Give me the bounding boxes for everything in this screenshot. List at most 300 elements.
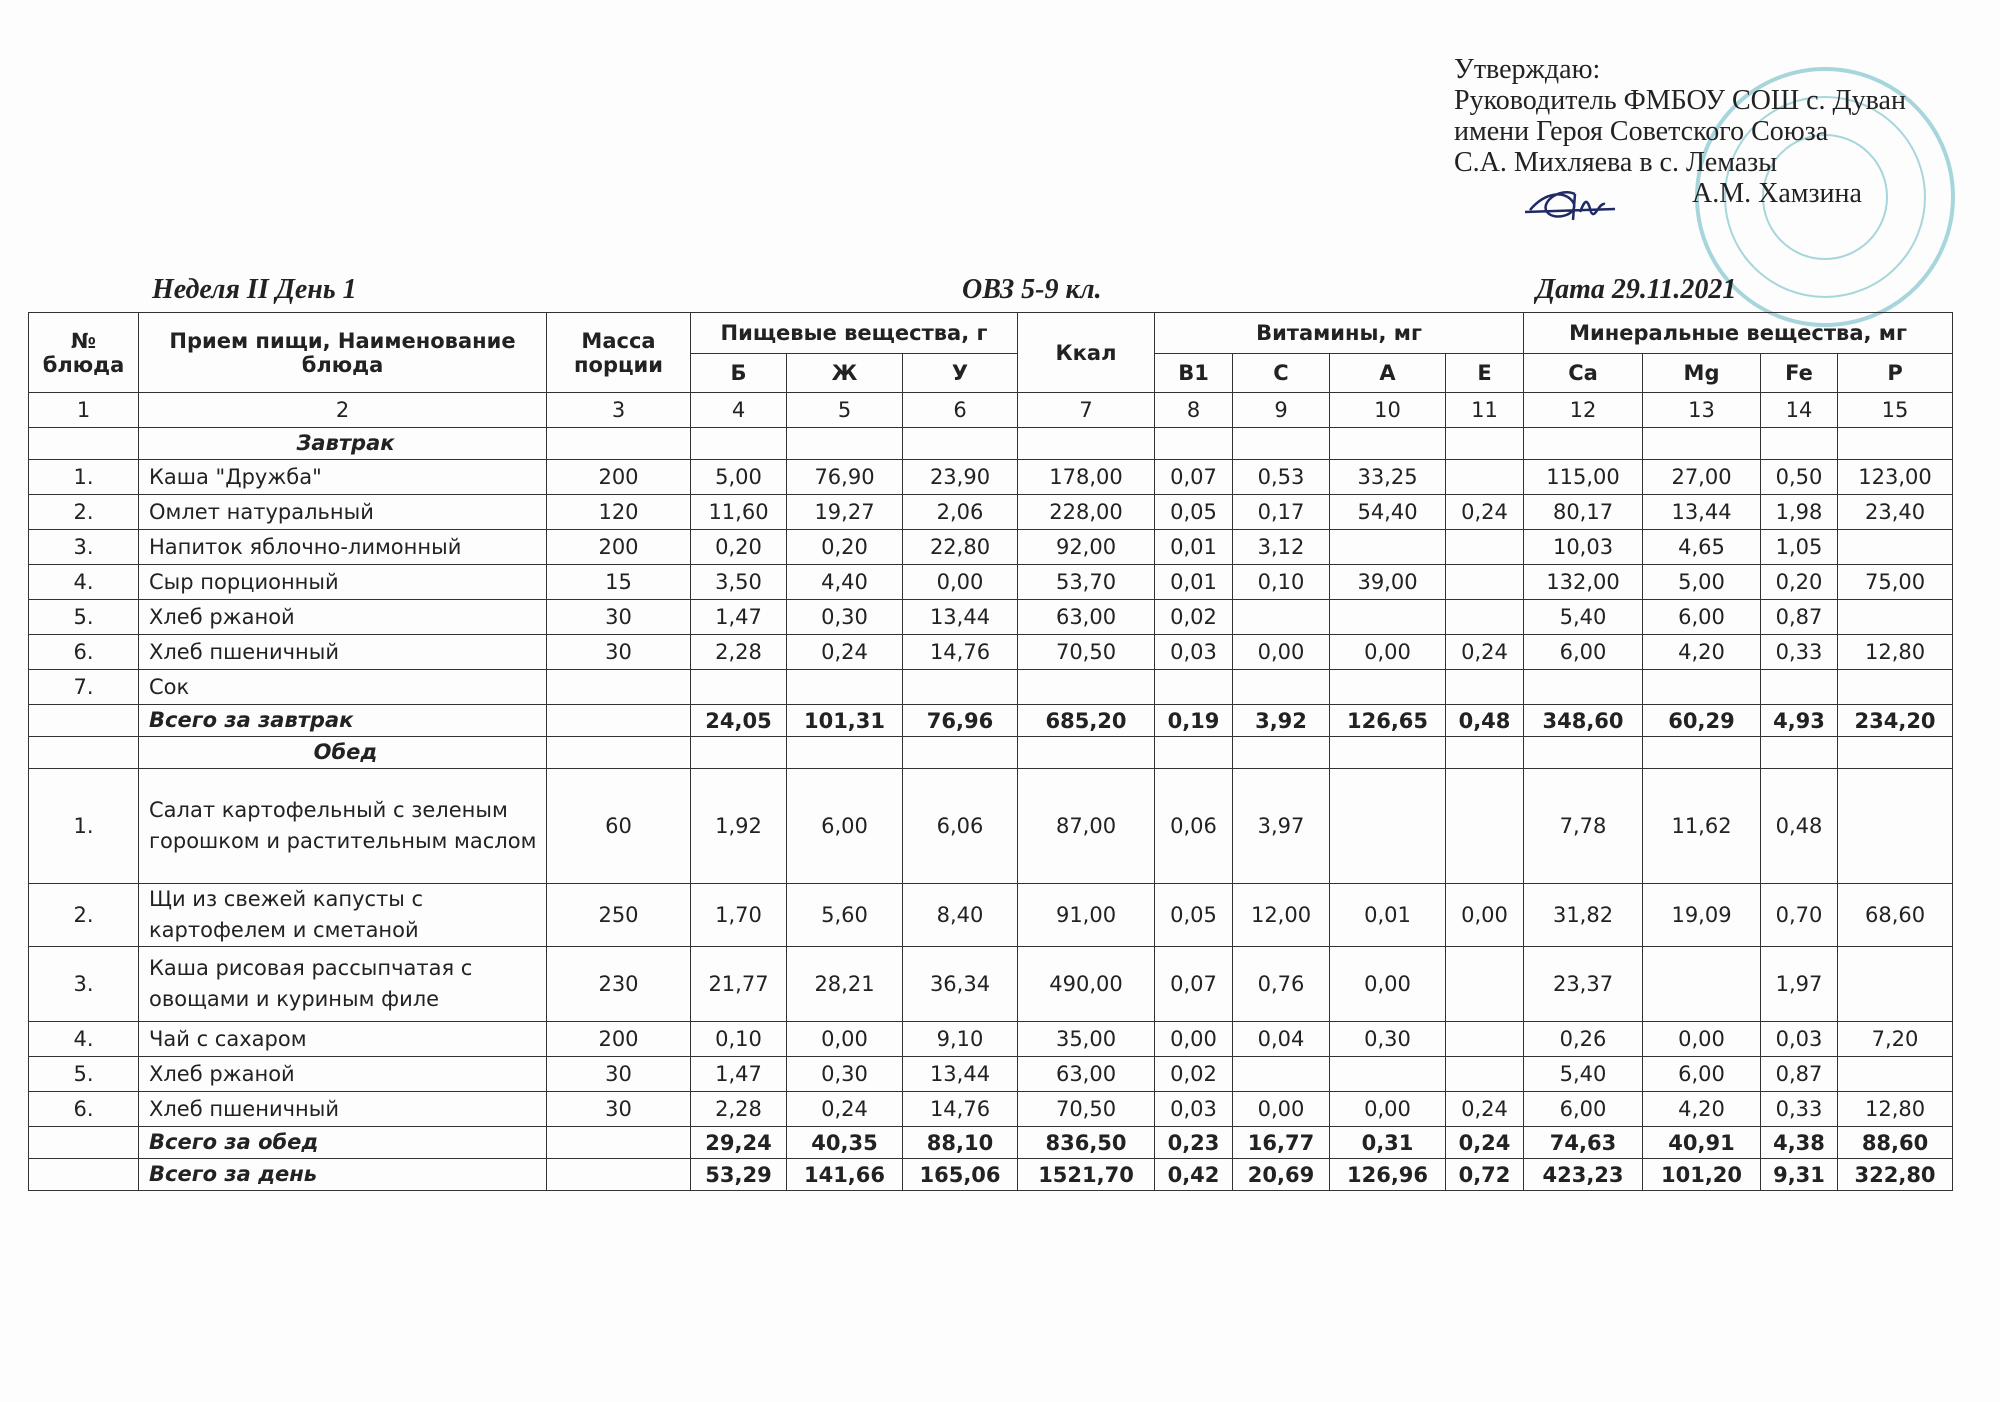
dish-number: 2. — [29, 495, 139, 530]
column-number: 5 — [787, 393, 903, 428]
dish-name: Хлеб пшеничный — [139, 635, 547, 670]
cell-value: 11,60 — [691, 495, 787, 530]
cell-value: 54,40 — [1330, 495, 1446, 530]
cell-value: 0,00 — [1330, 635, 1446, 670]
cell-value: 14,76 — [903, 1092, 1018, 1127]
cell-value: 6,00 — [1524, 635, 1643, 670]
cell-value: 141,66 — [787, 1159, 903, 1191]
col-header-no: № блюда — [29, 313, 139, 393]
cell-value: 4,38 — [1761, 1127, 1838, 1159]
dish-number — [29, 428, 139, 460]
cell-value: 348,60 — [1524, 705, 1643, 737]
cell-value: 75,00 — [1838, 565, 1953, 600]
cell-value: 15 — [547, 565, 691, 600]
cell-value: 70,50 — [1018, 635, 1155, 670]
cell-value: 0,50 — [1761, 460, 1838, 495]
cell-value: 0,19 — [1155, 705, 1233, 737]
cell-value — [1018, 670, 1155, 705]
cell-value — [1233, 600, 1330, 635]
dish-name: Щи из свежей капусты с картофелем и сметаной — [139, 884, 547, 947]
cell-value — [1018, 428, 1155, 460]
dish-name: Завтрак — [139, 428, 547, 460]
table-row — [29, 460, 1953, 495]
col-header-nutrients: Пищевые вещества, г — [691, 313, 1018, 354]
cell-value — [1446, 428, 1524, 460]
table-row — [29, 530, 1953, 565]
cell-value: 0,03 — [1761, 1022, 1838, 1057]
cell-value: 0,70 — [1761, 884, 1838, 947]
cell-value: 30 — [547, 1092, 691, 1127]
cell-value: 0,30 — [787, 600, 903, 635]
cell-value: 0,24 — [1446, 1092, 1524, 1127]
cell-value — [1446, 600, 1524, 635]
cell-value: 22,80 — [903, 530, 1018, 565]
cell-value: 0,53 — [1233, 460, 1330, 495]
cell-value — [1643, 428, 1761, 460]
column-number: 4 — [691, 393, 787, 428]
dish-name: Всего за завтрак — [139, 705, 547, 737]
cell-value — [691, 428, 787, 460]
cell-value: 423,23 — [1524, 1159, 1643, 1191]
column-number: 10 — [1330, 393, 1446, 428]
dish-number: 1. — [29, 769, 139, 884]
cell-value: 16,77 — [1233, 1127, 1330, 1159]
col-subheader: Са — [1524, 354, 1643, 393]
cell-value: 3,97 — [1233, 769, 1330, 884]
cell-value: 0,24 — [787, 635, 903, 670]
cell-value: 836,50 — [1018, 1127, 1155, 1159]
cell-value: 13,44 — [903, 600, 1018, 635]
col-subheader: Е — [1446, 354, 1524, 393]
table-row — [29, 769, 1953, 884]
cell-value: 5,40 — [1524, 600, 1643, 635]
dish-number — [29, 1159, 139, 1191]
cell-value: 0,05 — [1155, 495, 1233, 530]
column-number: 1 — [29, 393, 139, 428]
cell-value: 0,26 — [1524, 1022, 1643, 1057]
cell-value: 1,92 — [691, 769, 787, 884]
cell-value: 0,07 — [1155, 460, 1233, 495]
cell-value: 230 — [547, 947, 691, 1022]
cell-value: 0,48 — [1761, 769, 1838, 884]
cell-value: 76,96 — [903, 705, 1018, 737]
cell-value: 12,00 — [1233, 884, 1330, 947]
col-subheader: С — [1233, 354, 1330, 393]
cell-value: 0,00 — [1330, 1092, 1446, 1127]
cell-value: 40,35 — [787, 1127, 903, 1159]
cell-value: 0,00 — [903, 565, 1018, 600]
cell-value — [1761, 737, 1838, 769]
cell-value: 5,60 — [787, 884, 903, 947]
column-number: 7 — [1018, 393, 1155, 428]
dish-name: Сыр порционный — [139, 565, 547, 600]
table-row — [29, 495, 1953, 530]
approval-line: Утверждаю: — [1454, 54, 1601, 85]
column-number: 12 — [1524, 393, 1643, 428]
cell-value — [1524, 737, 1643, 769]
cell-value: 0,10 — [691, 1022, 787, 1057]
cell-value — [1524, 670, 1643, 705]
cell-value — [1446, 670, 1524, 705]
section-row — [29, 428, 1953, 460]
cell-value: 6,00 — [787, 769, 903, 884]
cell-value: 88,60 — [1838, 1127, 1953, 1159]
cell-value: 0,07 — [1155, 947, 1233, 1022]
col-subheader: У — [903, 354, 1018, 393]
cell-value: 13,44 — [1643, 495, 1761, 530]
dish-name: Сок — [139, 670, 547, 705]
cell-value: 126,96 — [1330, 1159, 1446, 1191]
cell-value: 6,00 — [1643, 1057, 1761, 1092]
cell-value: 2,28 — [691, 1092, 787, 1127]
dish-number: 3. — [29, 947, 139, 1022]
dish-name: Всего за день — [139, 1159, 547, 1191]
cell-value: 63,00 — [1018, 1057, 1155, 1092]
group-title: ОВЗ 5-9 кл. — [962, 274, 1102, 305]
cell-value: 250 — [547, 884, 691, 947]
cell-value: 0,76 — [1233, 947, 1330, 1022]
cell-value: 4,65 — [1643, 530, 1761, 565]
dish-number: 3. — [29, 530, 139, 565]
cell-value: 6,06 — [903, 769, 1018, 884]
dish-name: Всего за обед — [139, 1127, 547, 1159]
cell-value: 0,01 — [1330, 884, 1446, 947]
column-number: 2 — [139, 393, 547, 428]
cell-value — [1838, 769, 1953, 884]
cell-value — [547, 705, 691, 737]
column-number: 8 — [1155, 393, 1233, 428]
cell-value: 27,00 — [1643, 460, 1761, 495]
dish-name: Салат картофельный с зеленым горошком и растительным маслом — [139, 769, 547, 884]
cell-value: 74,63 — [1524, 1127, 1643, 1159]
table-row — [29, 1092, 1953, 1127]
cell-value: 1,47 — [691, 600, 787, 635]
dish-number: 7. — [29, 670, 139, 705]
total-row — [29, 705, 1953, 737]
cell-value — [1446, 737, 1524, 769]
cell-value: 5,00 — [691, 460, 787, 495]
cell-value — [1838, 600, 1953, 635]
dish-name: Омлет натуральный — [139, 495, 547, 530]
cell-value: 14,76 — [903, 635, 1018, 670]
cell-value — [1233, 428, 1330, 460]
cell-value: 0,30 — [1330, 1022, 1446, 1057]
cell-value: 35,00 — [1018, 1022, 1155, 1057]
cell-value: 53,29 — [691, 1159, 787, 1191]
cell-value — [1330, 769, 1446, 884]
cell-value: 0,30 — [787, 1057, 903, 1092]
approval-line: С.А. Михляева в с. Лемазы — [1454, 147, 1778, 178]
cell-value: 101,20 — [1643, 1159, 1761, 1191]
cell-value: 70,50 — [1018, 1092, 1155, 1127]
cell-value: 1,47 — [691, 1057, 787, 1092]
cell-value — [1446, 1022, 1524, 1057]
cell-value — [547, 428, 691, 460]
cell-value: 0,42 — [1155, 1159, 1233, 1191]
cell-value: 126,65 — [1330, 705, 1446, 737]
approval-line: Руководитель ФМБОУ СОШ с. Дуван — [1454, 85, 1906, 116]
cell-value: 101,31 — [787, 705, 903, 737]
cell-value — [1233, 737, 1330, 769]
table-row — [29, 1057, 1953, 1092]
table-row — [29, 947, 1953, 1022]
cell-value: 87,00 — [1018, 769, 1155, 884]
cell-value: 0,00 — [1446, 884, 1524, 947]
cell-value — [1643, 737, 1761, 769]
cell-value: 91,00 — [1018, 884, 1155, 947]
cell-value — [1446, 1057, 1524, 1092]
week-day-title: Неделя II День 1 — [152, 274, 357, 305]
cell-value: 80,17 — [1524, 495, 1643, 530]
cell-value: 1,98 — [1761, 495, 1838, 530]
cell-value: 8,40 — [903, 884, 1018, 947]
date-title: Дата 29.11.2021 — [1536, 274, 1737, 305]
cell-value: 60 — [547, 769, 691, 884]
cell-value: 228,00 — [1018, 495, 1155, 530]
approval-block — [1454, 54, 1906, 209]
cell-value: 0,00 — [1643, 1022, 1761, 1057]
col-header-vitamins: Витамины, мг — [1155, 313, 1524, 354]
cell-value — [1838, 1057, 1953, 1092]
col-subheader: В1 — [1155, 354, 1233, 393]
cell-value: 0,02 — [1155, 600, 1233, 635]
cell-value: 92,00 — [1018, 530, 1155, 565]
cell-value: 30 — [547, 1057, 691, 1092]
dish-number: 1. — [29, 460, 139, 495]
cell-value: 12,80 — [1838, 635, 1953, 670]
cell-value: 5,00 — [1643, 565, 1761, 600]
cell-value: 1,70 — [691, 884, 787, 947]
cell-value: 6,00 — [1524, 1092, 1643, 1127]
total-row — [29, 1159, 1953, 1191]
cell-value: 0,20 — [1761, 565, 1838, 600]
col-header-mass: Масса порции — [547, 313, 691, 393]
dish-name: Каша "Дружба" — [139, 460, 547, 495]
dish-name: Хлеб ржаной — [139, 1057, 547, 1092]
cell-value — [1330, 1057, 1446, 1092]
cell-value: 21,77 — [691, 947, 787, 1022]
cell-value: 4,40 — [787, 565, 903, 600]
cell-value — [787, 670, 903, 705]
cell-value: 0,23 — [1155, 1127, 1233, 1159]
cell-value: 23,40 — [1838, 495, 1953, 530]
cell-value: 0,06 — [1155, 769, 1233, 884]
dish-number: 5. — [29, 1057, 139, 1092]
col-subheader: Fe — [1761, 354, 1838, 393]
col-header-minerals: Минеральные вещества, мг — [1524, 313, 1953, 354]
section-row — [29, 737, 1953, 769]
cell-value: 36,34 — [903, 947, 1018, 1022]
cell-value: 165,06 — [903, 1159, 1018, 1191]
dish-number: 6. — [29, 1092, 139, 1127]
cell-value: 63,00 — [1018, 600, 1155, 635]
cell-value — [1838, 737, 1953, 769]
cell-value — [1524, 428, 1643, 460]
cell-value — [691, 737, 787, 769]
cell-value: 0,03 — [1155, 635, 1233, 670]
cell-value: 3,92 — [1233, 705, 1330, 737]
cell-value: 13,44 — [903, 1057, 1018, 1092]
table-row — [29, 600, 1953, 635]
cell-value: 0,17 — [1233, 495, 1330, 530]
cell-value — [1446, 460, 1524, 495]
cell-value: 0,02 — [1155, 1057, 1233, 1092]
cell-value: 1,05 — [1761, 530, 1838, 565]
cell-value — [1233, 1057, 1330, 1092]
cell-value: 39,00 — [1330, 565, 1446, 600]
cell-value: 685,20 — [1018, 705, 1155, 737]
cell-value: 88,10 — [903, 1127, 1018, 1159]
cell-value: 0,05 — [1155, 884, 1233, 947]
table-row — [29, 635, 1953, 670]
cell-value: 24,05 — [691, 705, 787, 737]
cell-value — [1838, 670, 1953, 705]
cell-value: 7,20 — [1838, 1022, 1953, 1057]
cell-value: 12,80 — [1838, 1092, 1953, 1127]
col-subheader: А — [1330, 354, 1446, 393]
table-row — [29, 1022, 1953, 1057]
cell-value: 19,09 — [1643, 884, 1761, 947]
cell-value: 200 — [547, 530, 691, 565]
table-row — [29, 670, 1953, 705]
cell-value: 1,97 — [1761, 947, 1838, 1022]
cell-value: 0,72 — [1446, 1159, 1524, 1191]
cell-value: 23,90 — [903, 460, 1018, 495]
cell-value — [1838, 530, 1953, 565]
cell-value: 0,00 — [1330, 947, 1446, 1022]
col-subheader: Ж — [787, 354, 903, 393]
cell-value: 0,01 — [1155, 530, 1233, 565]
cell-value: 0,00 — [1233, 1092, 1330, 1127]
col-subheader: Р — [1838, 354, 1953, 393]
cell-value: 0,33 — [1761, 1092, 1838, 1127]
cell-value: 4,20 — [1643, 1092, 1761, 1127]
cell-value: 178,00 — [1018, 460, 1155, 495]
cell-value — [1446, 530, 1524, 565]
col-subheader: Mg — [1643, 354, 1761, 393]
cell-value — [1446, 769, 1524, 884]
cell-value: 23,37 — [1524, 947, 1643, 1022]
column-number: 15 — [1838, 393, 1953, 428]
dish-number: 6. — [29, 635, 139, 670]
cell-value: 132,00 — [1524, 565, 1643, 600]
dish-number — [29, 705, 139, 737]
dish-name: Чай с сахаром — [139, 1022, 547, 1057]
cell-value: 322,80 — [1838, 1159, 1953, 1191]
dish-number: 4. — [29, 565, 139, 600]
cell-value: 0,24 — [1446, 1127, 1524, 1159]
column-number: 11 — [1446, 393, 1524, 428]
nutrition-table — [28, 312, 1953, 1191]
cell-value — [1838, 947, 1953, 1022]
cell-value: 1521,70 — [1018, 1159, 1155, 1191]
approval-line: имени Героя Советского Союза — [1454, 116, 1829, 147]
cell-value — [1330, 428, 1446, 460]
cell-value — [903, 737, 1018, 769]
cell-value: 10,03 — [1524, 530, 1643, 565]
cell-value — [1155, 670, 1233, 705]
cell-value: 30 — [547, 635, 691, 670]
cell-value: 2,06 — [903, 495, 1018, 530]
cell-value — [1155, 428, 1233, 460]
cell-value: 9,31 — [1761, 1159, 1838, 1191]
dish-name: Хлеб ржаной — [139, 600, 547, 635]
cell-value — [1761, 670, 1838, 705]
dish-number: 5. — [29, 600, 139, 635]
cell-value — [691, 670, 787, 705]
cell-value: 0,48 — [1446, 705, 1524, 737]
cell-value: 0,24 — [1446, 495, 1524, 530]
column-number: 3 — [547, 393, 691, 428]
cell-value: 0,87 — [1761, 600, 1838, 635]
cell-value: 40,91 — [1643, 1127, 1761, 1159]
cell-value: 4,93 — [1761, 705, 1838, 737]
column-number: 14 — [1761, 393, 1838, 428]
cell-value: 7,78 — [1524, 769, 1643, 884]
cell-value: 200 — [547, 460, 691, 495]
cell-value — [547, 1159, 691, 1191]
cell-value: 3,50 — [691, 565, 787, 600]
cell-value — [1330, 670, 1446, 705]
cell-value: 30 — [547, 600, 691, 635]
cell-value: 0,00 — [787, 1022, 903, 1057]
cell-value: 33,25 — [1330, 460, 1446, 495]
cell-value — [903, 670, 1018, 705]
cell-value: 20,69 — [1233, 1159, 1330, 1191]
cell-value — [903, 428, 1018, 460]
cell-value: 0,04 — [1233, 1022, 1330, 1057]
dish-number — [29, 1127, 139, 1159]
cell-value: 120 — [547, 495, 691, 530]
cell-value — [1446, 565, 1524, 600]
dish-name: Каша рисовая рассыпчатая с овощами и куриным филе — [139, 947, 547, 1022]
dish-number — [29, 737, 139, 769]
cell-value: 0,20 — [691, 530, 787, 565]
dish-name: Напиток яблочно-лимонный — [139, 530, 547, 565]
cell-value — [1233, 670, 1330, 705]
cell-value: 0,31 — [1330, 1127, 1446, 1159]
dish-name: Хлеб пшеничный — [139, 1092, 547, 1127]
cell-value: 9,10 — [903, 1022, 1018, 1057]
col-subheader: Б — [691, 354, 787, 393]
col-header-kcal: Ккал — [1018, 313, 1155, 393]
cell-value — [1838, 428, 1953, 460]
cell-value — [1330, 737, 1446, 769]
cell-value — [547, 1127, 691, 1159]
table-row — [29, 565, 1953, 600]
cell-value: 115,00 — [1524, 460, 1643, 495]
cell-value: 0,24 — [1446, 635, 1524, 670]
cell-value: 11,62 — [1643, 769, 1761, 884]
cell-value — [1643, 947, 1761, 1022]
cell-value — [1155, 737, 1233, 769]
cell-value: 6,00 — [1643, 600, 1761, 635]
cell-value: 0,24 — [787, 1092, 903, 1127]
cell-value: 0,00 — [1155, 1022, 1233, 1057]
column-number: 6 — [903, 393, 1018, 428]
cell-value: 0,33 — [1761, 635, 1838, 670]
cell-value — [547, 670, 691, 705]
cell-value: 2,28 — [691, 635, 787, 670]
cell-value: 68,60 — [1838, 884, 1953, 947]
cell-value: 76,90 — [787, 460, 903, 495]
cell-value: 0,87 — [1761, 1057, 1838, 1092]
dish-number: 2. — [29, 884, 139, 947]
cell-value — [787, 428, 903, 460]
cell-value: 0,00 — [1233, 635, 1330, 670]
cell-value: 0,01 — [1155, 565, 1233, 600]
column-number: 13 — [1643, 393, 1761, 428]
